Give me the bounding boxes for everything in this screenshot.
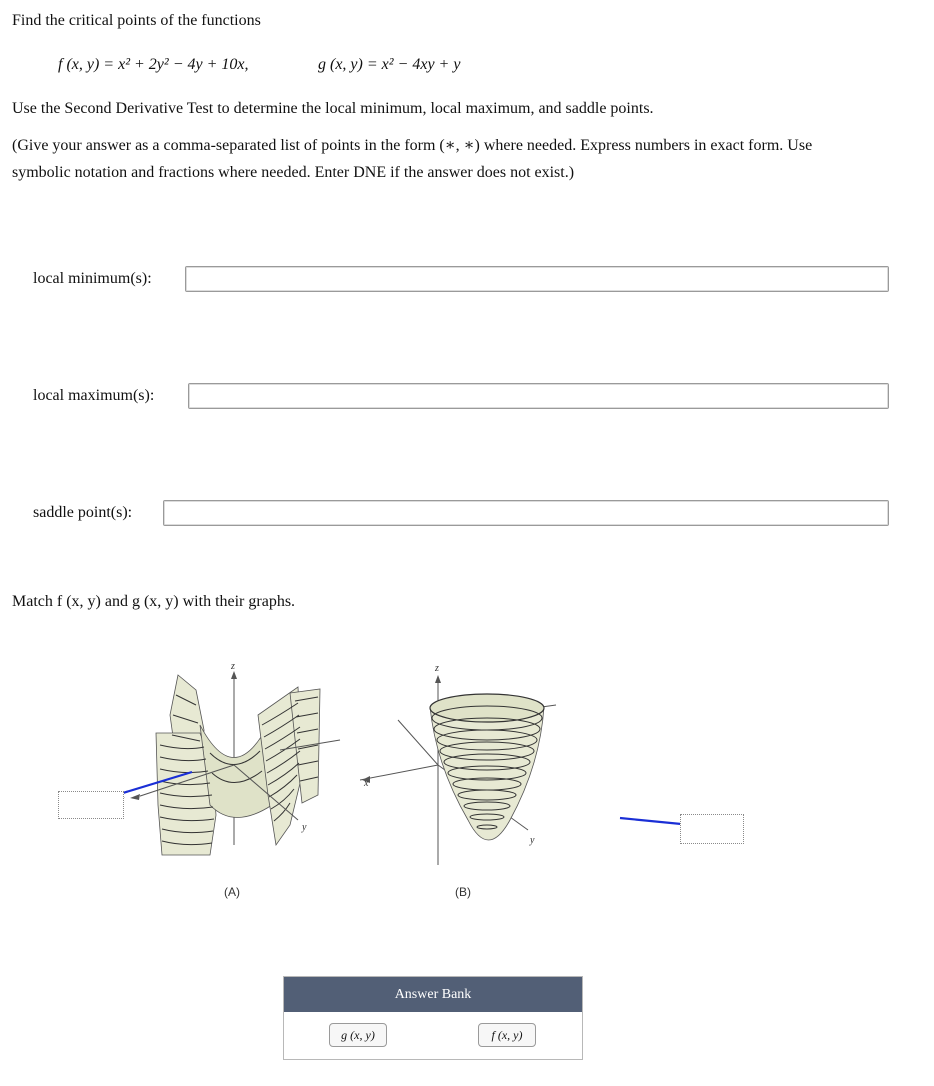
answer-bank	[283, 976, 583, 1060]
intro-text: Find the critical points of the functions	[12, 12, 261, 29]
answer-chip-g[interactable]: g (x, y)	[329, 1023, 387, 1047]
answer-chip-f[interactable]: f (x, y)	[478, 1023, 536, 1047]
note-line-2: symbolic notation and fractions where needed. Enter DNE if the answer does not exist.)	[12, 164, 575, 181]
graph-a-y-label: y	[302, 822, 307, 833]
saddle-input[interactable]	[163, 500, 889, 526]
graph-a-z-label: z	[231, 661, 235, 672]
instruction-text: Use the Second Derivative Test to determine the local minimum, local maximum, and saddle points.	[12, 100, 654, 117]
g-definition: g (x, y) = x² − 4xy + y	[318, 56, 461, 73]
connector-lines	[0, 760, 934, 850]
f-definition: f (x, y) = x² + 2y² − 4y + 10x,	[58, 56, 249, 73]
graph-b-caption: (B)	[455, 885, 471, 899]
note-line-1: (Give your answer as a comma-separated list of points in the form (∗, ∗) where needed. Express numbers in exact form. Use	[12, 137, 813, 154]
local-max-input[interactable]	[188, 383, 889, 409]
local-min-label: local minimum(s):	[33, 270, 152, 287]
graph-b-x-label: x	[364, 778, 369, 789]
graph-b-dropzone[interactable]	[680, 814, 744, 844]
graph-a-dropzone[interactable]	[58, 791, 124, 819]
graph-b-z-label: z	[435, 663, 439, 674]
graph-a-caption: (A)	[224, 885, 240, 899]
local-max-label: local maximum(s):	[33, 387, 155, 404]
local-min-input[interactable]	[185, 266, 889, 292]
answer-bank-title: Answer Bank	[284, 977, 582, 1012]
match-prompt: Match f (x, y) and g (x, y) with their graphs.	[12, 593, 296, 610]
saddle-label: saddle point(s):	[33, 504, 133, 521]
graph-b-y-label: y	[530, 835, 535, 846]
